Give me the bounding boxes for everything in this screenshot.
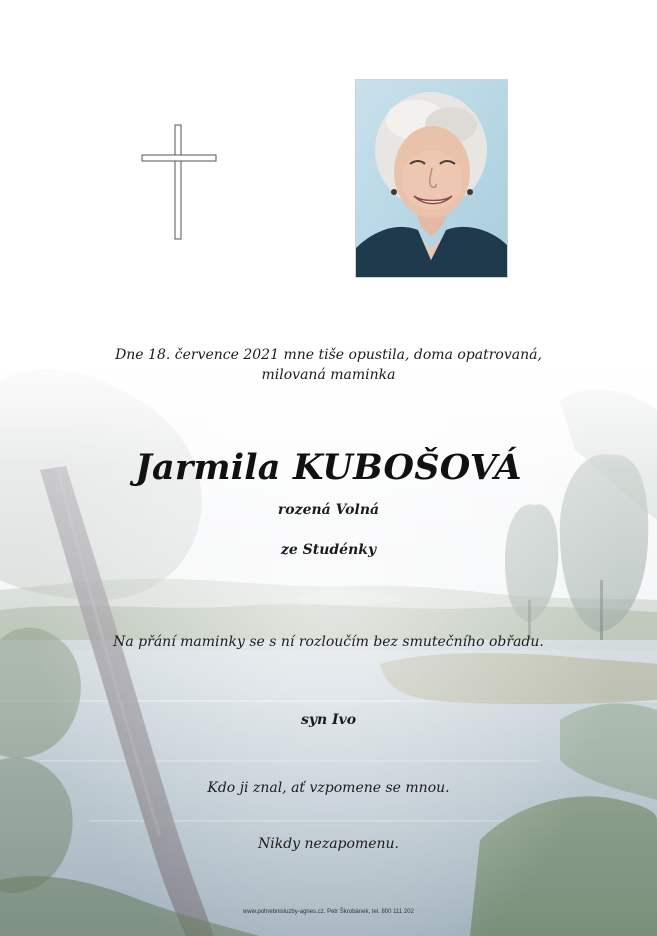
maiden-name: rozená Volná <box>277 502 380 518</box>
mourner-signature: syn Ivo <box>300 712 357 728</box>
closing-line: Nikdy nezapomenu. <box>258 836 399 852</box>
portrait-photo <box>356 80 507 277</box>
cross-icon <box>140 124 218 240</box>
funeral-wish: Na přání maminky se s ní rozloučím bez smutečního obřadu. <box>113 634 544 650</box>
death-announcement <box>0 345 657 385</box>
remembrance-line: Kdo ji znal, ať vzpomene se mnou. <box>207 780 450 796</box>
place-of-origin: ze Studénky <box>280 542 377 558</box>
funeral-service-footer: www.pohrebnisluzby-agnes.cz, Petr Škrobánek, tel. 800 111 202 <box>243 909 414 915</box>
announcement-line: milovaná maminka <box>261 367 396 383</box>
announcement-line: Dne 18. července 2021 mne tiše opustila, doma opatrovaná, <box>115 347 542 363</box>
deceased-name: Jarmila KUBOŠOVÁ <box>135 447 522 488</box>
